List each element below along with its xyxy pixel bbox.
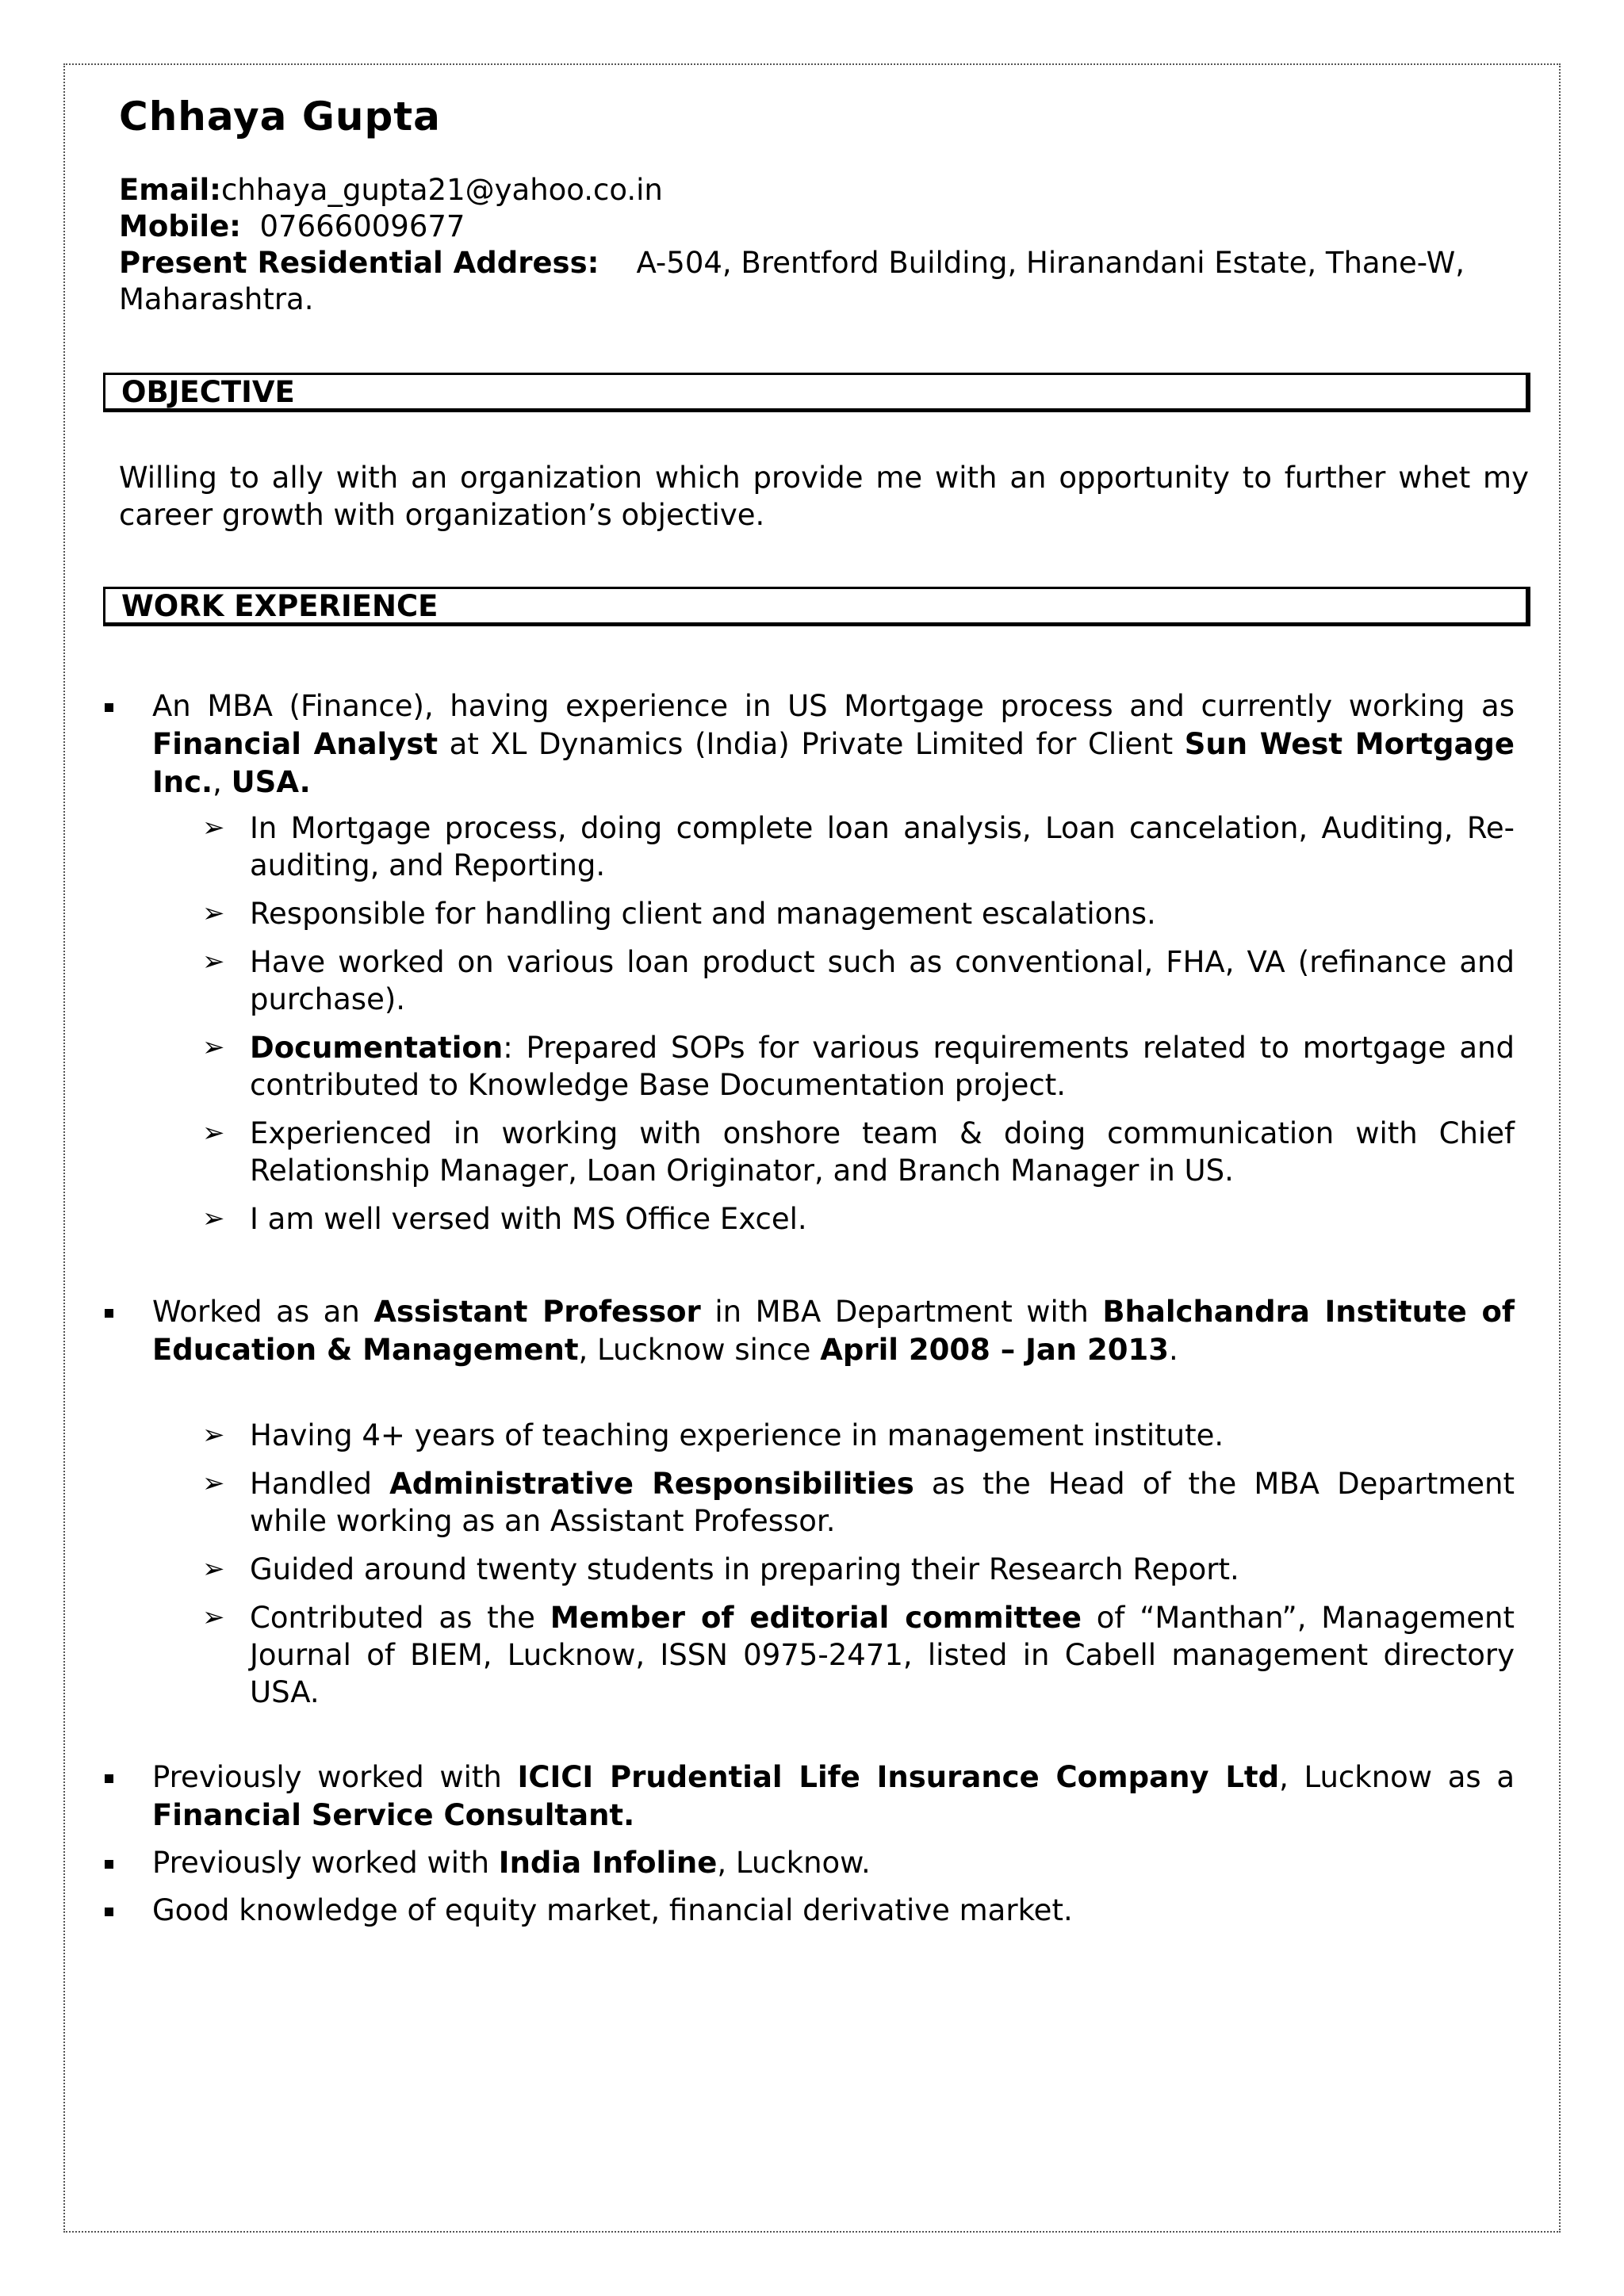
list-item: Worked as an Assistant Professor in MBA Department with Bhalchandra Institute of Education & Management, Lucknow since April 2008 – Jan 2013.	[103, 1293, 1515, 1369]
sub-list-item: ➢ In Mortgage process, doing complete loan analysis, Loan cancelation, Auditing, Re-auditing, and Reporting.	[202, 811, 1515, 882]
arrow-bullet-icon: ➢	[202, 1203, 225, 1234]
list-item: Previously worked with India Infoline, Lucknow.	[103, 1844, 1515, 1882]
list-item: Good knowledge of equity market, financial derivative market.	[103, 1892, 1515, 1930]
contact-details	[119, 172, 1515, 318]
sub-list-item: ➢ Documentation: Prepared SOPs for various requirements related to mortgage and contributed to Knowledge Base Documentation project.	[202, 1031, 1515, 1102]
sub-list-item: ➢ Responsible for handling client and management escalations.	[202, 897, 1156, 931]
sub-list-item: ➢ Handled Administrative Responsibilities as the Head of the MBA Department while working as an Assistant Professor.	[202, 1467, 1515, 1538]
arrow-bullet-icon: ➢	[202, 812, 225, 844]
work-experience-list	[103, 687, 1515, 1930]
arrow-bullet-icon: ➢	[202, 897, 225, 929]
mobile-value: 07666009677	[259, 209, 465, 243]
arrow-bullet-icon: ➢	[202, 946, 225, 978]
arrow-bullet-icon: ➢	[202, 1553, 225, 1585]
email-value: chhaya_gupta21@yahoo.co.in	[220, 173, 663, 207]
arrow-bullet-icon: ➢	[202, 1601, 225, 1633]
mobile-line: Mobile: 07666009677	[119, 209, 465, 243]
address-line: Present Residential Address: A-504, Brentford Building, Hiranandani Estate, Thane-W,	[119, 246, 1465, 280]
sub-list-item: ➢ I am well versed with MS Office Excel.	[202, 1202, 807, 1236]
list-item: Previously worked with ICICI Prudential Life Insurance Company Ltd, Lucknow as a Financial Service Consultant.	[103, 1758, 1515, 1835]
email-line: Email:chhaya_gupta21@yahoo.co.in	[119, 173, 663, 207]
list-item: An MBA (Finance), having experience in US Mortgage process and currently working as Financial Analyst at XL Dynamics (India) Private Limited for Client Sun West Mortgage Inc., USA.	[103, 687, 1515, 802]
arrow-bullet-icon: ➢	[202, 1031, 225, 1063]
address-value: A-504, Brentford Building, Hiranandani Estate, Thane-W,	[636, 246, 1465, 280]
arrow-bullet-icon: ➢	[202, 1117, 225, 1149]
sub-list-item: ➢ Guided around twenty students in preparing their Research Report.	[202, 1552, 1239, 1586]
contact-block	[119, 95, 1515, 318]
sub-list-item: ➢ Experienced in working with onshore team & doing communication with Chief Relationship Manager, Loan Originator, and Branch Manager in US.	[202, 1116, 1515, 1188]
arrow-bullet-icon: ➢	[202, 1468, 225, 1499]
objective-header: OBJECTIVE	[103, 373, 1530, 412]
sub-list-item: ➢ Have worked on various loan product such as conventional, FHA, VA (refinance and purchase).	[202, 945, 1515, 1016]
sub-list-item: ➢ Having 4+ years of teaching experience in management institute.	[202, 1418, 1224, 1452]
address-line-2: Maharashtra.	[119, 282, 314, 316]
work-experience-header: WORK EXPERIENCE	[103, 587, 1530, 626]
objective-text: Willing to ally with an organization which provide me with an opportunity to further whet my career growth with organization’s objective.	[119, 461, 1529, 532]
candidate-name: Chhaya Gupta	[119, 94, 441, 140]
arrow-bullet-icon: ➢	[202, 1419, 225, 1451]
sub-list-item: ➢ Contributed as the Member of editorial committee of “Manthan”, Management Journal of BIEM, Lucknow, ISSN 0975-2471, listed in Cabell management directory USA.	[202, 1601, 1515, 1709]
